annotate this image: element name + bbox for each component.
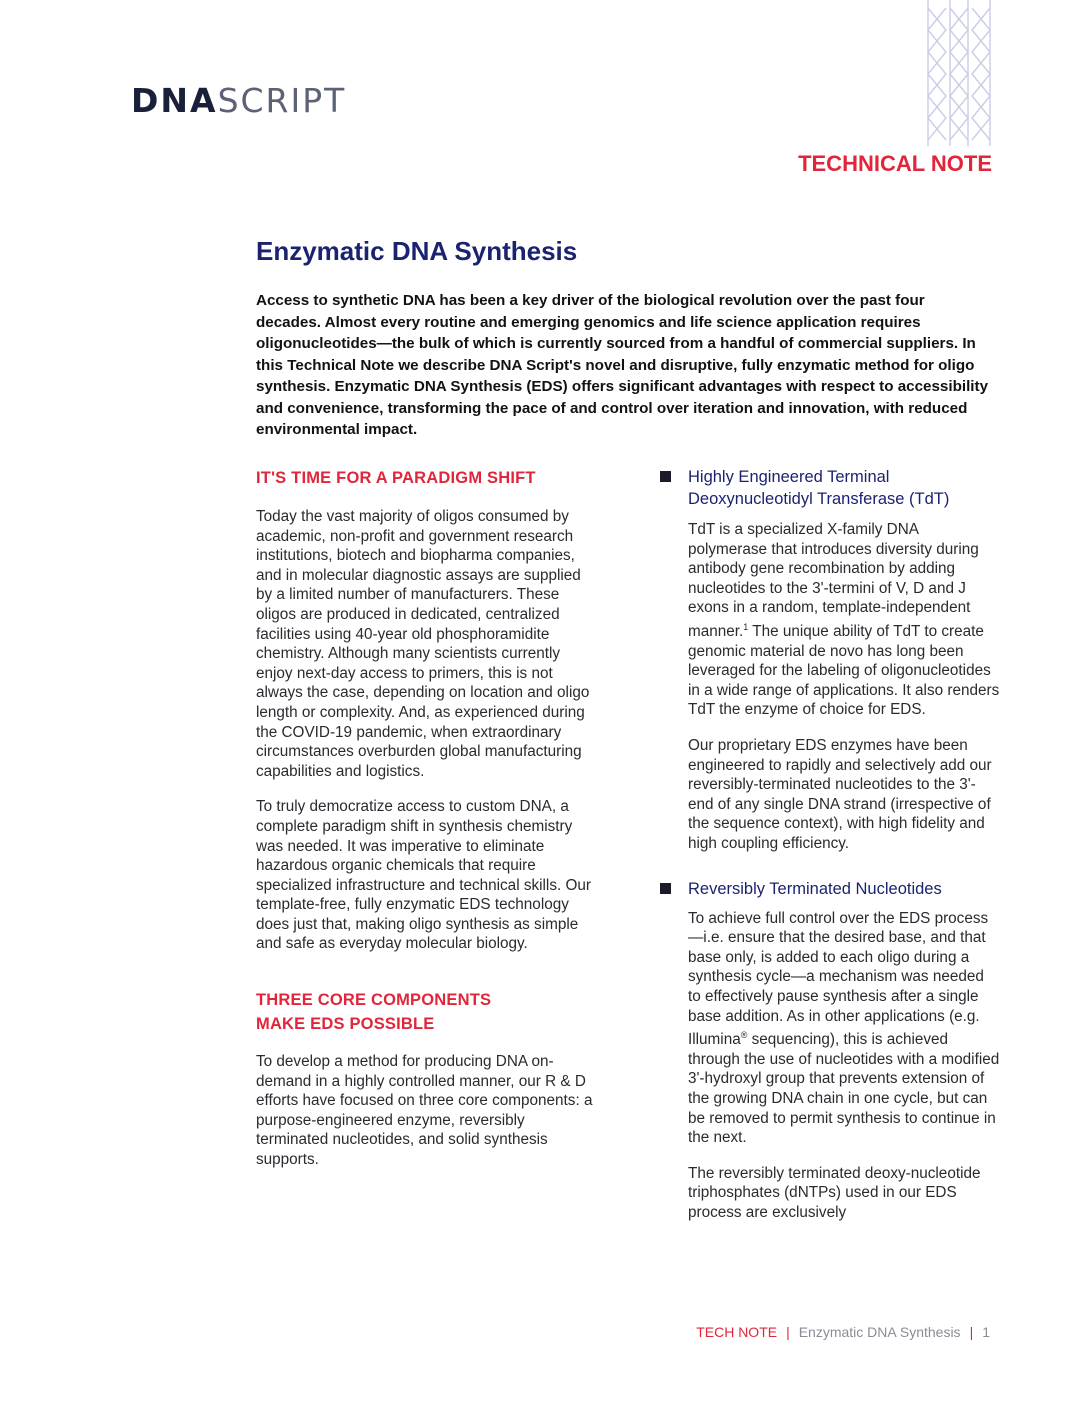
logo-dna: DNA [131,81,218,120]
page-title: Enzymatic DNA Synthesis [256,236,578,266]
footnote-ref: 1 [743,621,749,632]
intro-paragraph: Access to synthetic DNA has been a key driver of the biological revolution over the past four decades. Almost every routine and emerging genomics and life science application requires oligonucleotides—the bulk of which is currently sourced from a handful of commercial suppliers. In this Technical Note we describe DNA Script's novel and disruptive, fully enzymatic method for oligo synthesis. Enzymatic DNA Synthesis (EDS) offers significant advantages with respect to accessibility and convenience, transforming the pace of and control over iteration and innovation, with reduced environmental impact. [256,292,989,438]
text-span: sequencing), this is achieved through the use of nucleotides with a modified 3'-hydroxyl group that prevents extension of the growing DNA chain in one cycle, but can be removed to permit synthesis to continue in the next. [688,1031,1000,1147]
document-type-label: TECHNICAL NOTE [798,151,992,176]
dna-pattern-graphic [926,0,992,146]
paragraph: The reversibly terminated deoxy-nucleotide triphosphates (dNTPs) used in our EDS process are exclusively [688,1164,981,1221]
bullet-heading-nucleotides [660,878,1000,900]
text-span: To achieve full control over the EDS process—i.e. ensure that the desired base, and that base only, is added to each oligo during a synthesis cycle—a mechanism was needed to effectively pause synthesis after a single base addition. As in other applications (e.g. Illumina [688,909,989,1049]
bullet-heading-text: Reversibly Terminated Nucleotides [688,879,942,898]
logo-script: SCRIPT [217,81,347,120]
bullet-square-icon [660,471,671,482]
footer-separator: | [786,1324,790,1340]
registered-mark: ® [740,1030,748,1041]
bullet-heading-text: Highly Engineered Terminal Deoxynucleotidyl Transferase (TdT) [688,468,950,508]
footer-title: Enzymatic DNA Synthesis [798,1324,961,1340]
bullet-square-icon [660,883,671,894]
footer-label: TECH NOTE [696,1324,778,1340]
paragraph: To truly democratize access to custom DNA, a complete paradigm shift in synthesis chemistry was needed. It was imperative to eliminate hazardous organic chemicals that require specialized infrastructure and technical skills. Our template-free, fully enzymatic EDS technology does just that, making oligo synthesis as simple and safe as everyday molecular biology. [256,798,591,953]
section-heading-core-components: THREE CORE COMPONENTS MAKE EDS POSSIBLE [256,991,492,1034]
bullet-heading-tdt [660,466,1000,510]
dnascript-logo [131,81,347,120]
page-number: 1 [982,1324,990,1340]
paragraph: Our proprietary EDS enzymes have been engineered to rapidly and selectively add our reversibly-terminated nucleotides to the 3'-end of any single DNA strand (irrespective of the sequence context), with high fidelity and high coupling efficiency. [688,737,992,852]
footer-separator: | [969,1324,974,1340]
text-span: TdT is a specialized X-family DNA polymerase that introduces diversity during antibody gene recombination by adding nucleotides to the 3'-termini of V, D and J exons in a random, template-independent manner. [688,521,979,641]
text-span: The unique ability of TdT to create genomic material de novo has long been leveraged for the labeling of oligonucleotides in a wide range of applications. It also renders TdT the enzyme of choice for EDS. [688,623,1000,719]
right-column [660,466,1000,1223]
section-heading-paradigm-shift: IT'S TIME FOR A PARADIGM SHIFT [256,469,536,487]
paragraph [688,909,1000,1148]
page-footer [696,1324,990,1340]
paragraph: Today the vast majority of oligos consumed by academic, non-profit and government research institutions, biotech and biopharma companies, and in molecular diagnostic assays are supplied by a limited number of manufacturers. These oligos are produced in dedicated, centralized facilities using 40-year old phosphoramidite chemistry. Although many scientists currently enjoy next-day access to primers, this is not always the case, depending on location and oligo length or complexity. And, as experienced during the COVID-19 pandemic, when extraordinary circumstances overburden global manufacturing capabilities and logistics. [256,508,590,780]
left-column [256,466,596,1170]
paragraph: To develop a method for producing DNA on-demand in a highly controlled manner, our R & D efforts have focused on three core components: a purpose-engineered enzyme, reversibly terminated nucleotides, and solid synthesis supports. [256,1053,593,1169]
paragraph [688,520,1000,720]
